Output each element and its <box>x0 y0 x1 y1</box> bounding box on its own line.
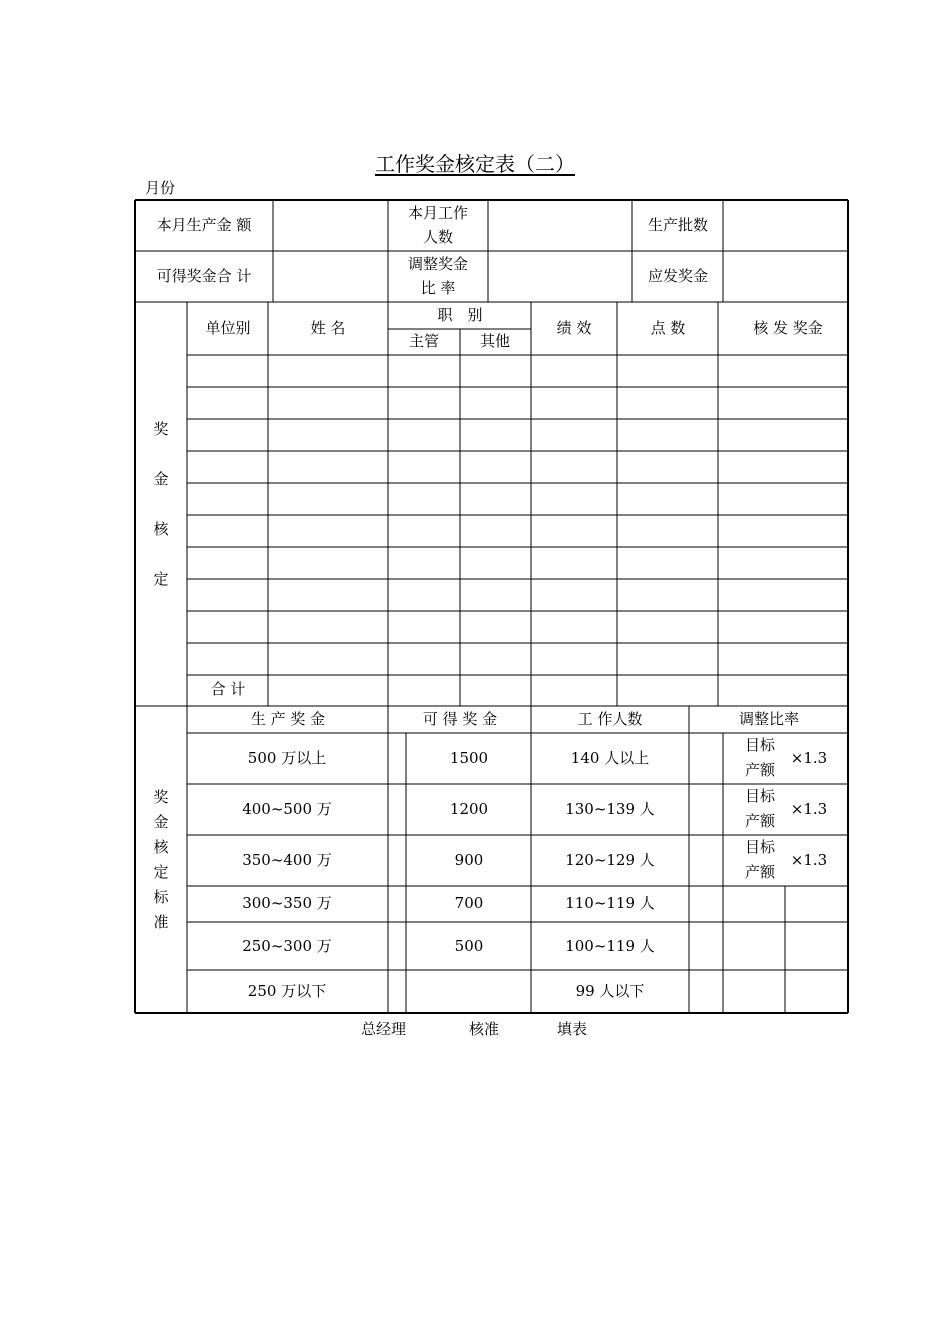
payable-bonus-label: 应发奖金 <box>647 267 709 285</box>
standards-side-char: 金 <box>153 813 169 831</box>
assessment-side-char: 奖 <box>153 420 169 438</box>
target-label-line2: 产额 <box>744 812 776 830</box>
header-bonus-issued: 核 发 奖金 <box>753 319 823 337</box>
standards-row <box>242 787 827 830</box>
target-label-line1: 目标 <box>744 838 776 856</box>
production-cell: 250 万以下 <box>247 982 327 1000</box>
workers-cell: 100~119 人 <box>565 937 655 955</box>
workers-label-line1: 本月工作 <box>407 204 469 222</box>
bonus-cell: 700 <box>454 894 484 912</box>
workers-cell: 120~129 人 <box>565 851 655 869</box>
standards-side-char: 标 <box>153 888 169 906</box>
workers-cell: 110~119 人 <box>565 894 655 912</box>
header-production-bonus: 生 产 奖 金 <box>250 710 326 728</box>
target-label-line2: 产额 <box>744 863 776 881</box>
production-cell: 400~500 万 <box>242 800 332 818</box>
available-bonus-label: 可得奖金合 计 <box>156 267 252 285</box>
header-workers: 工 作人数 <box>577 710 643 728</box>
total-label: 合 计 <box>210 680 246 698</box>
production-cell: 250~300 万 <box>242 937 332 955</box>
header-unit: 单位别 <box>205 319 251 337</box>
ratio-cell: ×1.3 <box>790 749 828 767</box>
standards-row <box>248 982 645 1000</box>
approve-label: 核准 <box>469 1020 500 1038</box>
ratio-cell: ×1.3 <box>790 851 828 869</box>
standards-row <box>242 894 655 912</box>
adjust-ratio-label-line1: 调整奖金 <box>407 255 469 273</box>
general-manager-label: 总经理 <box>361 1020 407 1038</box>
assessment-side-char: 核 <box>153 520 169 538</box>
target-label-line2: 产额 <box>744 761 776 779</box>
workers-cell: 140 人以上 <box>570 749 650 767</box>
production-cell: 300~350 万 <box>242 894 332 912</box>
standards-side-char: 核 <box>153 838 169 856</box>
target-label-line1: 目标 <box>744 736 776 754</box>
production-batches-label: 生产批数 <box>647 216 709 234</box>
page-title: 工作奖金核定表（二） <box>375 152 575 176</box>
header-other: 其他 <box>479 332 511 350</box>
assessment-side-char: 金 <box>153 470 169 488</box>
header-position: 职 别 <box>437 306 483 324</box>
header-performance: 绩 效 <box>556 319 592 337</box>
header-available-bonus: 可 得 奖 金 <box>422 710 498 728</box>
production-amount-label: 本月生产金 额 <box>156 216 252 234</box>
standards-side-char: 定 <box>153 863 169 881</box>
standards-row <box>242 937 655 955</box>
assessment-grid <box>135 302 848 706</box>
ratio-cell: ×1.3 <box>790 800 828 818</box>
month-label: 月份 <box>145 179 176 197</box>
production-cell: 350~400 万 <box>242 851 332 869</box>
header-points: 点 数 <box>650 319 686 337</box>
adjust-ratio-label-line2: 比 率 <box>420 279 456 297</box>
production-cell: 500 万以上 <box>247 749 327 767</box>
workers-label-line2: 人数 <box>422 228 454 246</box>
assessment-side-char: 定 <box>153 570 169 588</box>
workers-cell: 130~139 人 <box>565 800 655 818</box>
bonus-cell: 1500 <box>449 749 489 767</box>
bonus-cell: 900 <box>454 851 484 869</box>
fill-label: 填表 <box>557 1020 588 1038</box>
standards-side-char: 准 <box>153 913 169 931</box>
workers-cell: 99 人以下 <box>575 982 645 1000</box>
header-supervisor: 主管 <box>408 332 440 350</box>
bonus-cell: 500 <box>454 937 484 955</box>
header-adjust-ratio: 调整比率 <box>738 710 800 728</box>
standards-side-char: 奖 <box>153 788 169 806</box>
standards-row <box>242 838 827 881</box>
target-label-line1: 目标 <box>744 787 776 805</box>
header-name: 姓 名 <box>310 319 346 337</box>
bonus-cell: 1200 <box>449 800 489 818</box>
standards-row <box>248 736 827 779</box>
